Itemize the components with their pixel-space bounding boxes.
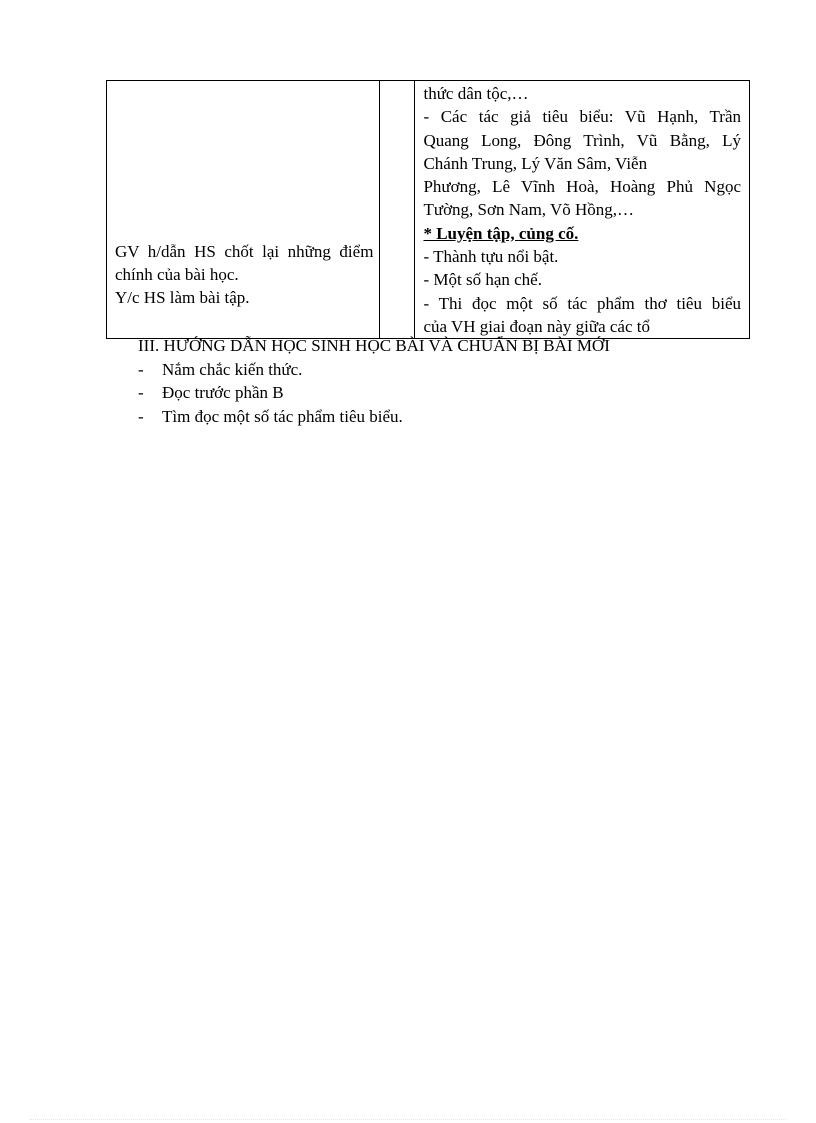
lesson-table (106, 80, 750, 339)
teacher-activity-cell (107, 81, 380, 339)
content-line: - Các tác giả tiêu biểu: Vũ Hạnh, Trần (423, 107, 741, 127)
list-item (138, 381, 610, 405)
content-line: thức dân tộc,… (423, 84, 529, 103)
page-footer-divider (30, 1119, 786, 1120)
table-row (107, 81, 750, 339)
content-line: của VH giai đoạn này giữa các tổ (423, 316, 650, 336)
content-line: Tường, Sơn Nam, Võ Hồng,… (423, 200, 635, 220)
teacher-line: chính của bài học. (115, 265, 239, 284)
teacher-line: GV h/dẫn HS chốt lại những điểm (115, 242, 374, 261)
teacher-line: Y/c HS làm bài tập. (115, 288, 250, 307)
middle-cell (380, 81, 415, 339)
list-item-text: Đọc trước phần B (162, 383, 284, 402)
bullet: - (138, 359, 144, 379)
content-line: - Thi đọc một số tác phẩm thơ tiêu biểu (423, 293, 741, 313)
content-line: Quang Long, Đông Trình, Vũ Bằng, Lý (423, 130, 741, 150)
content-line: - Một số hạn chế. (423, 270, 542, 290)
list-item-text: Tìm đọc một số tác phẩm tiêu biểu. (162, 406, 403, 426)
content-cell (415, 81, 750, 339)
section-heading: III. HƯỚNG DẪN HỌC SINH HỌC BÀI VÀ CHUẨN BỊ BÀI MỚI (138, 336, 610, 355)
bullet: - (138, 383, 144, 402)
teacher-activity-text (115, 240, 373, 309)
bullet: - (138, 406, 144, 426)
homework-guide-section (138, 334, 610, 428)
list-item (138, 358, 610, 382)
list-item-text: Nắm chắc kiến thức. (162, 359, 303, 379)
content-line: Chánh Trung, Lý Văn Sâm, Viễn (423, 153, 648, 173)
practice-subheading: * Luyện tập, củng cố. (423, 223, 579, 243)
list-item (138, 405, 610, 429)
content-line: Phương, Lê Vĩnh Hoà, Hoàng Phủ Ngọc (423, 177, 741, 197)
content-line: - Thành tựu nổi bật. (423, 247, 559, 267)
content-text (415, 81, 749, 338)
